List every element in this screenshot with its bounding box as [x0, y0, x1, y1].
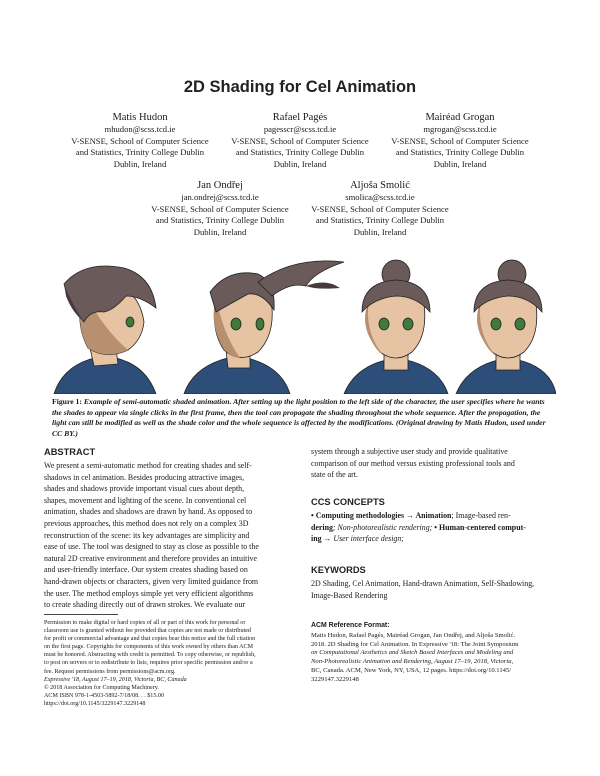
character-frame-1	[54, 266, 156, 394]
text-line: system through a subjective user study and provide qualitative	[311, 447, 508, 456]
teaser-figure	[44, 252, 556, 394]
author-name: Matis Hudon	[112, 112, 168, 123]
ccs-term: • Human-centered comput-	[434, 522, 526, 532]
author-affiliation: and Statistics, Trinity College Dublin	[155, 215, 285, 226]
text-line: to create shading directly out of drawn strokes. We evaluate our	[44, 600, 246, 610]
author-name: Rafael Pagés	[272, 112, 328, 123]
character-frame-3	[344, 260, 448, 394]
author-affiliation: and Statistics, Trinity College Dublin	[315, 215, 445, 226]
text-line: comparison of our method versus existing professional tools and	[311, 458, 515, 468]
abstract-continued	[311, 446, 557, 481]
author-affiliation: Dublin, Ireland	[273, 158, 327, 169]
author-name: Jan Ondřej	[197, 180, 243, 191]
author-affiliation: Dublin, Ireland	[353, 226, 407, 237]
author-block	[375, 111, 545, 170]
ccs-term: ; Non-photorealistic rendering;	[332, 522, 435, 532]
author-affiliation: Dublin, Ireland	[113, 158, 167, 169]
author-email: pagesscr@scss.tcd.ie	[263, 124, 337, 134]
author-affiliation: and Statistics, Trinity College Dublin	[75, 147, 205, 158]
ccs-term: ; Image-based ren-	[451, 511, 511, 520]
author-affiliation: V-SENSE, School of Computer Science	[71, 135, 209, 146]
text-line: Image-Based Rendering	[311, 590, 388, 600]
author-affiliation: Dublin, Ireland	[433, 158, 487, 169]
text-line: for profit or commercial advantage and that copies bear this notice and the full citation	[44, 636, 256, 643]
author-affiliation: and Statistics, Trinity College Dublin	[235, 147, 365, 158]
text-line: natural 2D creative environment and therefore provides an intuitive	[44, 553, 257, 563]
text-line: to post on servers or to redistribute to lists, requires prior specific permission and/or a	[44, 660, 253, 667]
text-line: the user. The method employs simple yet very efficient algorithms	[44, 588, 254, 598]
author-email: mgrogan@scss.tcd.ie	[423, 124, 497, 134]
keywords-heading: KEYWORDS	[311, 565, 366, 575]
text-line: We present a semi-automatic method for creating shades and self-	[44, 461, 252, 470]
author-email: smolica@scss.tcd.ie	[345, 192, 415, 202]
author-name: Mairéad Grogan	[425, 112, 495, 123]
text-line: 3229147.3229148	[311, 675, 359, 683]
author-email: mhudon@scss.tcd.ie	[104, 124, 176, 134]
figure-caption	[52, 397, 552, 439]
abstract-body	[44, 460, 294, 611]
text-line: animation, shades and shadows are drawn by hand. As opposed to	[44, 507, 253, 517]
keywords-list	[311, 578, 557, 601]
text-line: shapes, movement and lighting of the scene. In conventional cel	[44, 495, 247, 505]
author-block	[135, 179, 305, 238]
permission-notice	[44, 619, 296, 708]
author-affiliation: V-SENSE, School of Computer Science	[151, 203, 289, 214]
text-line: ease of use. The tool was designed to stay as close as possible to the	[44, 542, 259, 552]
text-line: 2018. 2D Shading for Cel Animation. In Expressive '18: The Joint Symposium	[311, 640, 519, 648]
text-line: must be honored. Abstracting with credit is permitted. To copy otherwise, or republish,	[44, 652, 256, 659]
text-line: and user-friendly interface. Our system creates shading based on	[44, 565, 248, 575]
text-line: previous approaches, this method does not rely on a complex 3D	[44, 518, 249, 528]
text-line: Expressive '18, August 17–19, 2018, Victoria, BC, Canada	[44, 676, 187, 683]
text-line: ACM ISBN 978-1-4503-5892-7/18/08. . . $15.00	[44, 692, 165, 699]
ccs-term: dering	[311, 522, 333, 532]
text-line: classroom use is granted without fee provided that copies are not made or distributed	[44, 628, 251, 635]
reference-format	[311, 632, 561, 684]
ccs-heading: CCS CONCEPTS	[311, 497, 385, 507]
figure-label: Figure 1:	[52, 397, 82, 406]
character-frame-4	[456, 260, 556, 394]
ccs-concepts	[311, 510, 557, 545]
character-frame-2	[184, 261, 344, 394]
author-block	[215, 111, 385, 170]
text-line: Permission to make digital or hard copies of all or part of this work for personal or	[44, 620, 246, 626]
author-affiliation: V-SENSE, School of Computer Science	[391, 135, 529, 146]
text-line: Matis Hudon, Rafael Pagés, Mairéad Grogan, Jan Ondřej, and Aljoša Smolić.	[311, 632, 516, 639]
author-affiliation: V-SENSE, School of Computer Science	[311, 203, 449, 214]
text-line: fee. Request permissions from permissions@acm.org.	[44, 668, 176, 675]
text-line: 2D Shading, Cel Animation, Hand-drawn Animation, Self-Shadowing,	[311, 579, 535, 588]
author-block	[55, 111, 225, 170]
ccs-term: ing	[311, 534, 322, 544]
author-affiliation: and Statistics, Trinity College Dublin	[395, 147, 525, 158]
text-line: Non-Photorealistic Animation and Rendering, August 17–19, 2018, Victoria,	[311, 658, 514, 666]
author-block	[295, 179, 465, 238]
text-line: BC, Canada. ACM, New York, NY, USA, 12 pages. https://doi.org/10.1145/	[311, 666, 512, 674]
author-affiliation: V-SENSE, School of Computer Science	[231, 135, 369, 146]
text-line: state of the art.	[311, 470, 358, 480]
footnote-rule	[44, 614, 118, 615]
reference-heading: ACM Reference Format:	[311, 622, 390, 629]
text-line: on the first page. Copyrights for components of this work owned by others than ACM	[44, 644, 254, 651]
text-line: hand-drawn objects or characters, given very limited guidance from	[44, 576, 259, 586]
ccs-term: • Computing methodologies → Animation	[311, 511, 452, 520]
ccs-term: → User interface design;	[321, 534, 404, 544]
paper-title: 2D Shading for Cel Animation	[183, 78, 417, 96]
text-line: © 2018 Association for Computing Machinery.	[44, 684, 159, 691]
author-name: Aljoša Smolić	[350, 180, 410, 191]
author-email: jan.ondrej@scss.tcd.ie	[181, 192, 259, 202]
author-affiliation: Dublin, Ireland	[193, 226, 247, 237]
text-line: on Computational Aesthetics and Sketch Based Interfaces and Modeling and	[311, 649, 514, 657]
text-line: https://doi.org/10.1145/3229147.3229148	[44, 700, 146, 707]
text-line: shadows in cel animation. Besides producing attractive images,	[44, 472, 245, 482]
text-line: shades and shadows provide important visual cues about depth,	[44, 484, 245, 494]
abstract-heading: ABSTRACT	[44, 447, 96, 457]
text-line: reconstruction of the scene: its key advantages are simplicity and	[44, 530, 250, 540]
figure-caption-text: Example of semi-automatic shaded animation. After setting up the light position to the left side of the character, the user specifies where he wants the shades to appear via single clicks in the first frame, then the tool can propagate the shading throughout the whole sequence. After the propagation, the light can still be modified as well as the shade color and the whole sequence is affected by the modifications. (Original drawing by Matis Hudon, used under CC BY.)	[52, 397, 546, 438]
